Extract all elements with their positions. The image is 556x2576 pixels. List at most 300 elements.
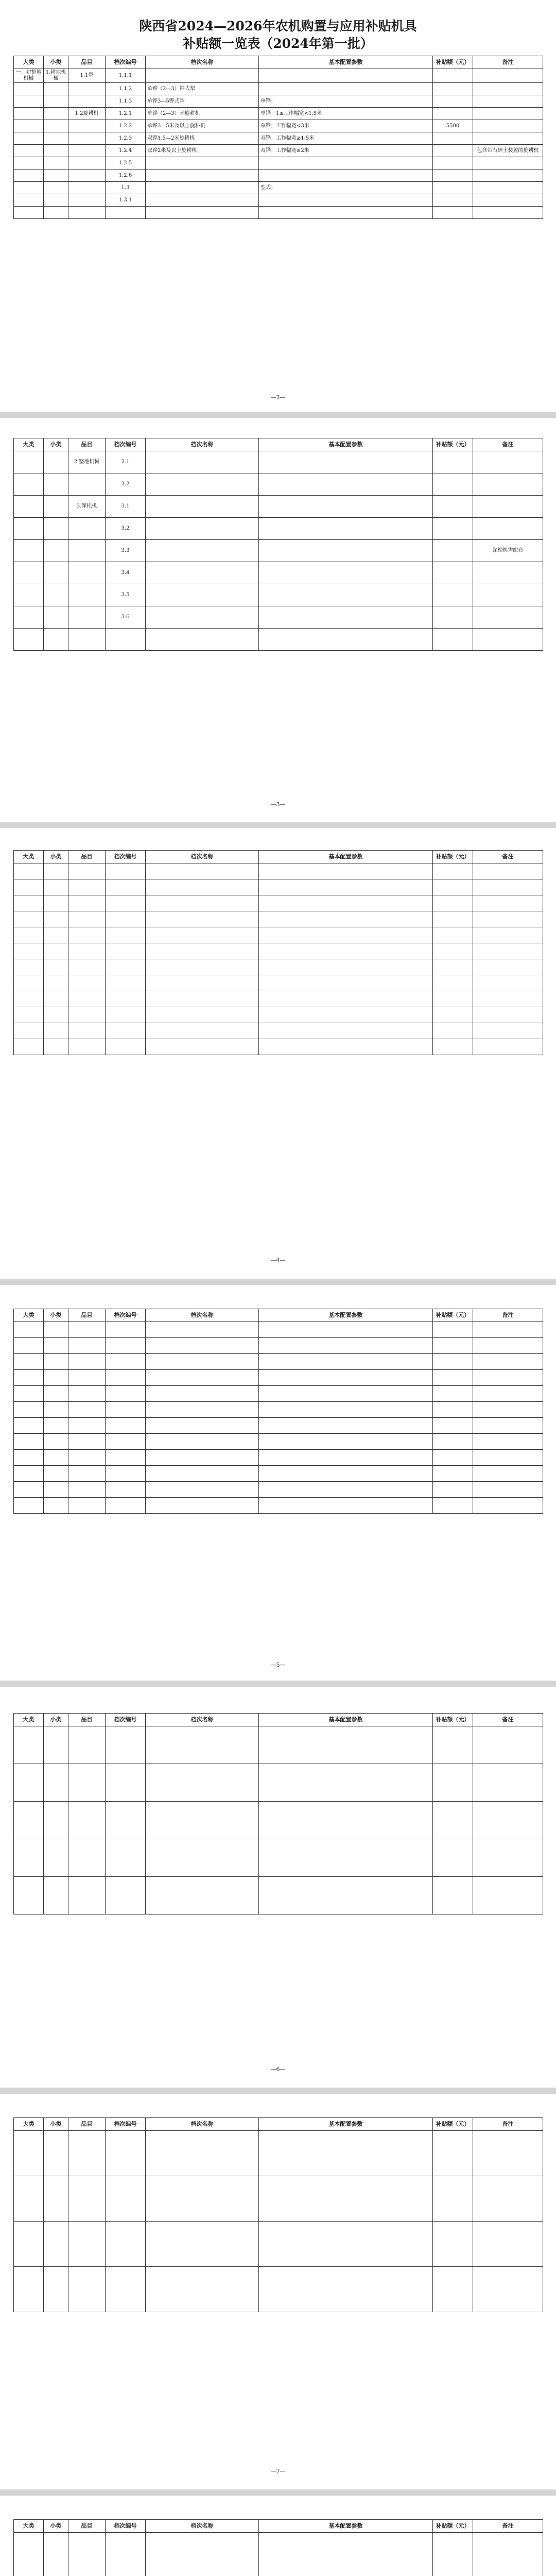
cell-name	[146, 1434, 259, 1450]
cell-code: 1.2.1	[106, 108, 146, 120]
cell-params	[259, 83, 433, 95]
cell-major	[14, 1482, 44, 1498]
table-row	[14, 1370, 543, 1386]
cell-params	[259, 2222, 433, 2267]
cell-note	[473, 584, 543, 606]
page-number: —6—	[270, 2066, 286, 2073]
cell-item	[68, 170, 106, 182]
cell-amount	[433, 895, 473, 911]
cell-amount	[433, 1370, 473, 1386]
cell-amount	[433, 1386, 473, 1402]
cell-code	[106, 1450, 146, 1466]
table-row	[14, 1450, 543, 1466]
cell-params	[259, 2176, 433, 2222]
cell-major	[14, 1839, 44, 1877]
cell-item	[68, 1466, 106, 1482]
cell-code	[106, 1386, 146, 1402]
table-header-row	[14, 56, 543, 69]
cell-note	[473, 991, 543, 1007]
cell-item	[68, 1370, 106, 1386]
cell-item	[68, 473, 106, 496]
cell-minor	[44, 562, 68, 584]
cell-note	[473, 1482, 543, 1498]
cell-code	[106, 1839, 146, 1877]
cell-amount	[433, 2176, 473, 2222]
table-row	[14, 145, 543, 157]
cell-note	[473, 95, 543, 108]
cell-minor	[44, 451, 68, 473]
cell-major	[14, 975, 44, 991]
title-line-2: 补贴额一览表（2024年第一批）	[183, 36, 373, 51]
subsidy-table	[13, 850, 543, 1055]
cell-note	[473, 170, 543, 182]
cell-minor	[44, 1418, 68, 1434]
column-header-code: 档次编号	[106, 1309, 146, 1322]
cell-item	[68, 975, 106, 991]
cell-item	[68, 562, 106, 584]
cell-major	[14, 2222, 44, 2267]
cell-code	[106, 927, 146, 943]
column-header-code: 档次编号	[106, 2520, 146, 2533]
cell-major	[14, 895, 44, 911]
cell-major	[14, 95, 44, 108]
cell-name	[146, 1450, 259, 1466]
cell-major	[14, 207, 44, 219]
cell-amount	[433, 2533, 473, 2576]
table-row	[14, 69, 543, 83]
cell-minor	[44, 170, 68, 182]
cell-item	[68, 95, 106, 108]
subsidy-table	[13, 1309, 543, 1514]
cell-major	[14, 540, 44, 562]
cell-note	[473, 1877, 543, 1914]
cell-minor	[44, 927, 68, 943]
cell-item	[68, 1764, 106, 1802]
cell-minor	[44, 2222, 68, 2267]
cell-code	[106, 1498, 146, 1514]
cell-code: 1.2.5	[106, 157, 146, 170]
cell-note	[473, 1450, 543, 1466]
cell-note	[473, 863, 543, 879]
cell-item	[68, 629, 106, 651]
cell-minor	[44, 496, 68, 518]
cell-name	[146, 207, 259, 219]
cell-params	[259, 496, 433, 518]
subsidy-table	[13, 2117, 543, 2312]
cell-note	[473, 2267, 543, 2312]
cell-note	[473, 518, 543, 540]
column-header-minor: 小类	[44, 1309, 68, 1322]
title-line-1: 陕西省2024—2026年农机购置与应用补贴机具	[139, 19, 417, 33]
cell-item	[68, 1322, 106, 1338]
cell-major	[14, 170, 44, 182]
cell-amount	[433, 132, 473, 145]
cell-item: 1.1犁	[68, 69, 106, 83]
cell-code	[106, 2131, 146, 2176]
column-header-params: 基本配置参数	[259, 1714, 433, 1726]
column-header-minor: 小类	[44, 56, 68, 69]
cell-amount: 5500	[433, 120, 473, 132]
cell-minor	[44, 975, 68, 991]
cell-name	[146, 879, 259, 895]
cell-amount	[433, 1466, 473, 1482]
cell-amount	[433, 157, 473, 170]
cell-note	[473, 2176, 543, 2222]
cell-code: 1.2.2	[106, 120, 146, 132]
cell-code: 3.6	[106, 606, 146, 629]
table-row	[14, 927, 543, 943]
cell-note	[473, 1039, 543, 1055]
page-separator	[0, 2489, 556, 2496]
column-header-item: 品目	[68, 1714, 106, 1726]
cell-major	[14, 1498, 44, 1514]
cell-params	[259, 1023, 433, 1039]
cell-item	[68, 2222, 106, 2267]
cell-amount	[433, 83, 473, 95]
cell-amount	[433, 1802, 473, 1839]
cell-minor	[44, 1839, 68, 1877]
column-header-note: 备注	[473, 2520, 543, 2533]
cell-name	[146, 2267, 259, 2312]
cell-note	[473, 2131, 543, 2176]
cell-params	[259, 943, 433, 959]
cell-item	[68, 2176, 106, 2222]
cell-name: 单铧（2—3）铧式犁	[146, 83, 259, 95]
cell-item	[68, 1726, 106, 1764]
cell-item	[68, 1482, 106, 1498]
cell-minor	[44, 879, 68, 895]
cell-minor	[44, 473, 68, 496]
cell-amount	[433, 1498, 473, 1514]
column-header-name: 档次名称	[146, 56, 259, 69]
cell-name	[146, 2533, 259, 2576]
cell-major	[14, 1726, 44, 1764]
cell-code	[106, 1007, 146, 1023]
table-header-row	[14, 2118, 543, 2131]
cell-amount	[433, 1338, 473, 1354]
page-separator	[0, 1279, 556, 1285]
cell-major	[14, 1402, 44, 1418]
table-header-row	[14, 851, 543, 863]
cell-item	[68, 1498, 106, 1514]
cell-params	[259, 1007, 433, 1023]
table-row	[14, 182, 543, 194]
cell-note	[473, 1726, 543, 1764]
column-header-major: 大类	[14, 2520, 44, 2533]
cell-code	[106, 1764, 146, 1802]
cell-note	[473, 1007, 543, 1023]
cell-params	[259, 69, 433, 83]
cell-params	[259, 518, 433, 540]
cell-major	[14, 145, 44, 157]
cell-item	[68, 518, 106, 540]
table-row	[14, 120, 543, 132]
column-header-name: 档次名称	[146, 2520, 259, 2533]
cell-amount	[433, 943, 473, 959]
cell-minor	[44, 1466, 68, 1482]
cell-params: 双铧；工作幅宽≥2米	[259, 145, 433, 157]
cell-note	[473, 895, 543, 911]
page-number: —2—	[270, 394, 286, 401]
cell-params	[259, 1434, 433, 1450]
table-header-row	[14, 2520, 543, 2533]
cell-note	[473, 108, 543, 120]
cell-name	[146, 1007, 259, 1023]
cell-code	[106, 895, 146, 911]
cell-item	[68, 879, 106, 895]
column-header-code: 档次编号	[106, 1714, 146, 1726]
cell-note	[473, 451, 543, 473]
cell-item	[68, 207, 106, 219]
cell-name: 双铧1.5—2米旋耕机	[146, 132, 259, 145]
table-row	[14, 2533, 543, 2576]
cell-item	[68, 895, 106, 911]
cell-major	[14, 1802, 44, 1839]
cell-minor	[44, 863, 68, 879]
cell-name	[146, 1023, 259, 1039]
cell-name	[146, 170, 259, 182]
cell-minor	[44, 1802, 68, 1839]
table-row	[14, 879, 543, 895]
cell-params	[259, 1338, 433, 1354]
cell-minor	[44, 1007, 68, 1023]
cell-amount	[433, 584, 473, 606]
cell-name	[146, 1402, 259, 1418]
table-row	[14, 518, 543, 540]
cell-params	[259, 1482, 433, 1498]
cell-minor	[44, 584, 68, 606]
cell-minor	[44, 1402, 68, 1418]
cell-major: 一、耕整地机械	[14, 69, 44, 83]
cell-item	[68, 1007, 106, 1023]
column-header-minor: 小类	[44, 851, 68, 863]
subsidy-table	[13, 56, 543, 219]
cell-item	[68, 927, 106, 943]
cell-major	[14, 451, 44, 473]
cell-note	[473, 1386, 543, 1402]
table-row	[14, 2267, 543, 2312]
cell-name	[146, 2222, 259, 2267]
cell-minor	[44, 629, 68, 651]
cell-code	[106, 991, 146, 1007]
cell-item	[68, 959, 106, 975]
cell-amount	[433, 562, 473, 584]
cell-params	[259, 2267, 433, 2312]
cell-code: 1.3	[106, 182, 146, 194]
cell-amount	[433, 1354, 473, 1370]
cell-major	[14, 1434, 44, 1450]
column-header-amount: 补贴额（元）	[433, 56, 473, 69]
cell-note	[473, 1322, 543, 1338]
cell-item	[68, 83, 106, 95]
cell-name: 单铧（2—3）米旋耕机	[146, 108, 259, 120]
cell-major	[14, 562, 44, 584]
table-row	[14, 157, 543, 170]
column-header-major: 大类	[14, 438, 44, 451]
cell-note	[473, 943, 543, 959]
cell-name	[146, 959, 259, 975]
cell-params	[259, 584, 433, 606]
cell-params	[259, 1402, 433, 1418]
page-number: —5—	[270, 1662, 286, 1668]
column-header-name: 档次名称	[146, 1714, 259, 1726]
cell-name	[146, 2176, 259, 2222]
column-header-name: 档次名称	[146, 438, 259, 451]
column-header-params: 基本配置参数	[259, 438, 433, 451]
cell-params	[259, 1802, 433, 1839]
table-row	[14, 584, 543, 606]
cell-note	[473, 120, 543, 132]
table-row	[14, 1402, 543, 1418]
cell-code	[106, 1370, 146, 1386]
table-row	[14, 975, 543, 991]
cell-code	[106, 1418, 146, 1434]
cell-item	[68, 1354, 106, 1370]
cell-minor	[44, 1386, 68, 1402]
column-header-major: 大类	[14, 1309, 44, 1322]
cell-note	[473, 1338, 543, 1354]
column-header-params: 基本配置参数	[259, 56, 433, 69]
cell-amount	[433, 207, 473, 219]
page-separator	[0, 822, 556, 828]
cell-code: 3.5	[106, 584, 146, 606]
cell-code: 3.3	[106, 540, 146, 562]
cell-name	[146, 540, 259, 562]
page-number: —4—	[270, 1257, 286, 1264]
cell-note	[473, 959, 543, 975]
cell-note	[473, 1354, 543, 1370]
cell-name: 单铧3—5铧式犁	[146, 95, 259, 108]
cell-note	[473, 83, 543, 95]
table-row	[14, 1338, 543, 1354]
cell-item	[68, 1039, 106, 1055]
cell-minor	[44, 991, 68, 1007]
cell-item	[68, 943, 106, 959]
cell-note	[473, 1764, 543, 1802]
cell-minor	[44, 1023, 68, 1039]
column-header-code: 档次编号	[106, 56, 146, 69]
cell-minor	[44, 2131, 68, 2176]
cell-minor	[44, 943, 68, 959]
cell-minor	[44, 1877, 68, 1914]
table-row	[14, 2131, 543, 2176]
cell-amount	[433, 1007, 473, 1023]
cell-amount	[433, 1482, 473, 1498]
cell-name	[146, 1386, 259, 1402]
cell-params	[259, 1354, 433, 1370]
cell-minor	[44, 1039, 68, 1055]
cell-params	[259, 2131, 433, 2176]
cell-amount	[433, 879, 473, 895]
column-header-code: 档次编号	[106, 438, 146, 451]
cell-code	[106, 1466, 146, 1482]
cell-params: 双铧；工作幅宽≥1.5米	[259, 132, 433, 145]
cell-params: 单铧；	[259, 95, 433, 108]
cell-amount	[433, 1402, 473, 1418]
cell-major	[14, 1007, 44, 1023]
cell-major	[14, 1370, 44, 1386]
table-row	[14, 1039, 543, 1055]
column-header-minor: 小类	[44, 2520, 68, 2533]
cell-major	[14, 132, 44, 145]
page-number: —3—	[270, 801, 286, 808]
column-header-note: 备注	[473, 851, 543, 863]
cell-note	[473, 629, 543, 651]
cell-code	[106, 629, 146, 651]
cell-code: 1.2.4	[106, 145, 146, 157]
cell-name: 双铧2米及以上旋耕机	[146, 145, 259, 157]
table-row	[14, 1023, 543, 1039]
cell-minor	[44, 2267, 68, 2312]
table-row	[14, 473, 543, 496]
subsidy-table	[13, 438, 543, 651]
cell-item: 3.深松机	[68, 496, 106, 518]
cell-params	[259, 562, 433, 584]
cell-params	[259, 959, 433, 975]
document-title	[13, 18, 543, 53]
cell-code	[106, 863, 146, 879]
cell-code	[106, 1322, 146, 1338]
cell-minor	[44, 1764, 68, 1802]
cell-major	[14, 108, 44, 120]
cell-major	[14, 83, 44, 95]
cell-amount	[433, 1726, 473, 1764]
table-row	[14, 108, 543, 120]
table-row	[14, 1466, 543, 1482]
table-row	[14, 943, 543, 959]
column-header-name: 档次名称	[146, 1309, 259, 1322]
cell-minor	[44, 207, 68, 219]
column-header-minor: 小类	[44, 1714, 68, 1726]
cell-item	[68, 1877, 106, 1914]
table-row	[14, 1764, 543, 1802]
cell-major	[14, 1418, 44, 1434]
cell-amount	[433, 496, 473, 518]
cell-item	[68, 1338, 106, 1354]
cell-minor	[44, 2533, 68, 2576]
cell-amount	[433, 182, 473, 194]
cell-major	[14, 959, 44, 975]
cell-major	[14, 1023, 44, 1039]
table-header-row	[14, 1714, 543, 1726]
cell-params	[259, 1726, 433, 1764]
cell-item	[68, 1434, 106, 1450]
cell-note	[473, 975, 543, 991]
cell-minor	[44, 182, 68, 194]
cell-params: 单铧；1≤工作幅宽<1.5米	[259, 108, 433, 120]
table-row	[14, 95, 543, 108]
cell-params	[259, 1839, 433, 1877]
column-header-params: 基本配置参数	[259, 1309, 433, 1322]
cell-params	[259, 1039, 433, 1055]
cell-name	[146, 1802, 259, 1839]
cell-name	[146, 911, 259, 927]
column-header-amount: 补贴额（元）	[433, 1714, 473, 1726]
table-row	[14, 1498, 543, 1514]
cell-params: 单铧；工作幅宽<3米	[259, 120, 433, 132]
cell-params	[259, 975, 433, 991]
table-row	[14, 863, 543, 879]
table-row	[14, 1877, 543, 1914]
cell-name	[146, 157, 259, 170]
cell-note	[473, 194, 543, 207]
cell-note	[473, 1402, 543, 1418]
cell-major	[14, 927, 44, 943]
table-row	[14, 1839, 543, 1877]
cell-note	[473, 473, 543, 496]
table-row	[14, 1322, 543, 1338]
page-separator	[0, 2088, 556, 2094]
